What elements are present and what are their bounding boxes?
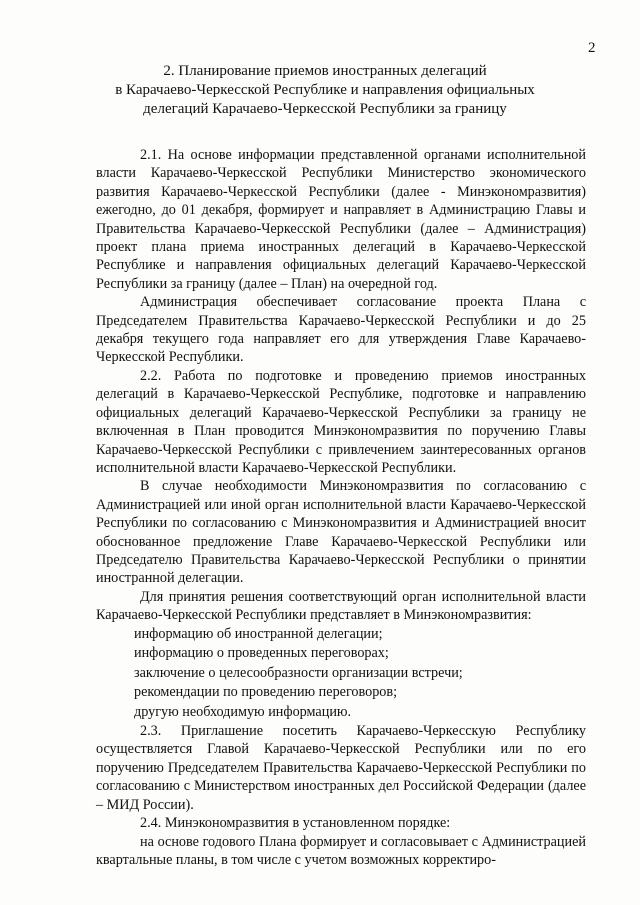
list-item: другую необходимую информацию. — [134, 703, 352, 720]
paragraph-administration: Администрация обеспечивает согласование проекта Плана с Председателем Правительства Карачаево-Черкесской Республики и до 25 декабря текущего года направляет его для утверждения Главе Карачаево-Черкесской Республики. — [96, 294, 586, 366]
paragraph-necessity: В случае необходимости Минэкономразвития по согласованию с Администрацией или иной орган исполнительной власти Карачаево-Черкесской Республики по согласованию с Минэкономразвития и Администрацией вносит обоснованное предложение Главе Карачаево-Черкесской Республики или Председателю Правительства Карачаево-Черкесской Республики о принятии иностранной делегации. — [96, 478, 586, 587]
paragraph-2-4: 2.4. Минэкономразвития в установленном порядке: — [140, 815, 451, 832]
paragraph-2-2: 2.2. Работа по подготовке и проведению приемов иностранных делегаций в Карачаево-Черкесской Республике, подготовке и направлению официальных делегаций Карачаево-Черкесской Республики за границу не включенная в План проводится Минэкономразвития по поручению Главы Карачаево-Черкесской Республики с привлечением заинтересованных органов исполнительной власти Карачаево-Черкесской Республики. — [96, 367, 586, 476]
list-item: рекомендации по проведению переговоров; — [134, 684, 398, 701]
list-item: информацию об иностранной делегации; — [134, 625, 383, 642]
paragraph-2-1: 2.1. На основе информации представленной органами исполнительной власти Карачаево-Черкесской Республики Министерство экономического развития Карачаево-Черкесской Республики (далее - Минэкономразвития) ежегодно, до 01 декабря, формирует и направляет в Администрацию Главы и Правительства Карачаево-Черкесской Республики (далее – Администрация) проект плана приема иностранных делегаций в Карачаево-Черкесской Республике и направления официальных делегаций Карачаево-Черкесской Республики за границу (далее – План) на очередной год. — [96, 147, 586, 292]
list-item: заключение о целесообразности организации встречи; — [134, 664, 463, 681]
heading-line: 2. Планирование приемов иностранных делегаций — [163, 63, 487, 79]
list-item: информацию о проведенных переговорах; — [134, 645, 389, 662]
paragraph-2-3: 2.3. Приглашение посетить Карачаево-Черкесскую Республику осуществляется Главой Карачаево-Черкесской Республики или по его поручению Председателем Правительства Карачаево-Черкесской Республики по согласованию с Министерством иностранных дел Российской Федерации (далее – МИД России). — [96, 723, 586, 813]
section-body — [96, 146, 586, 869]
heading-line: в Карачаево-Черкесской Республике и направления официальных — [115, 82, 535, 98]
heading-line: делегаций Карачаево-Черкесской Республики за границу — [143, 101, 507, 117]
paragraph-decision: Для принятия решения соответствующий орган исполнительной власти Карачаево-Черкесской Республики представляет в Минэкономразвития: — [96, 588, 586, 624]
page-number: 2 — [588, 40, 596, 56]
paragraph-annual-plan: на основе годового Плана формирует и согласовывает с Администрацией квартальные планы, в том числе с учетом возможных корректиро- — [96, 833, 586, 868]
section-heading — [90, 62, 560, 119]
